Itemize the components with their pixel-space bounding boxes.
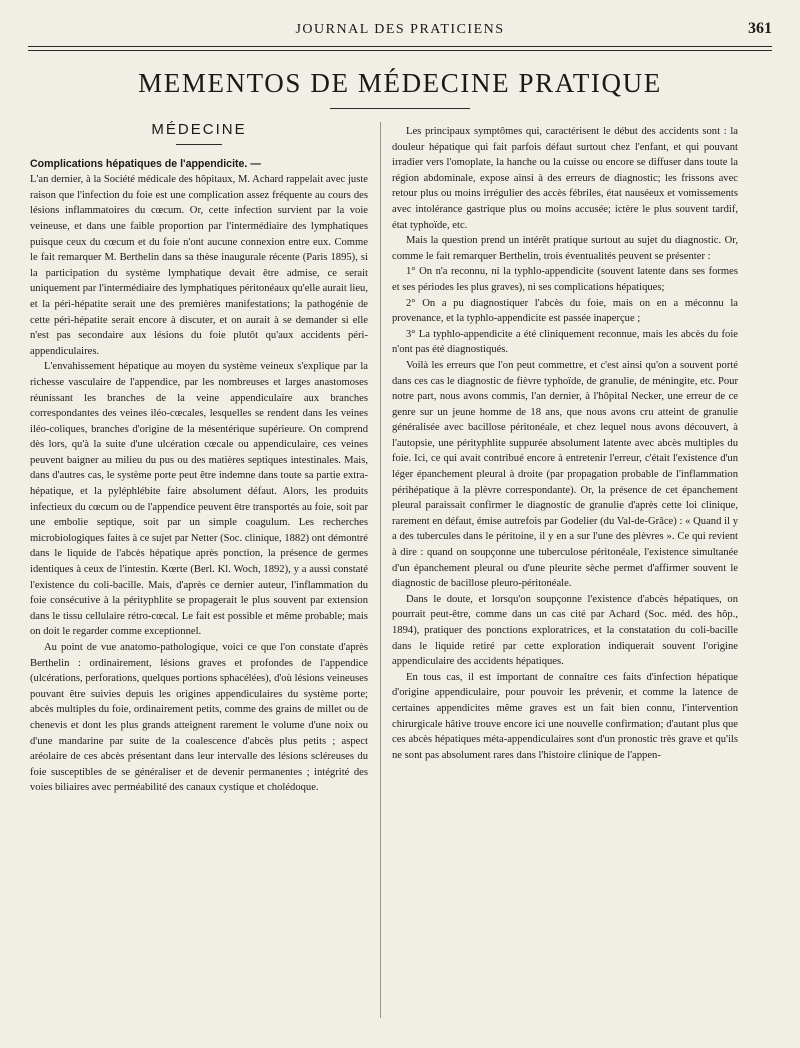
article-paragraph: L'an dernier, à la Société médicale des hôpitaux, M. Achard rappelait avec juste raison que l'infection du foie est une complication assez fréquente au cours des lésions inflammatoires du cœcum. Or, cette infection survient par la voie veineuse, et dans une faible proportion par l'intermédiaire des lymphatiques puisque ceux du cœcum et du foie n'ont aucune connexion entre eux. Comme le fait remarquer M. Berthelin dans sa thèse inaugurale récente (Paris 1895), si la participation du système lymphatique devait être admise, ce serait uniquement par l'intermédiaire des lymphatiques péritonéaux qu'elle aurait lieu, et la péri-hépatite serait une des premières manifestations; la pathogénie de cette péri-hépatite serait encore à discuter, et on aurait à se demander si elle n'est pas secondaire aux lésions du foie plutôt qu'aux accidents péri-appendiculaires. <box>30 174 368 357</box>
left-column <box>30 122 368 796</box>
column-divider <box>380 122 381 1018</box>
section-rule <box>176 144 222 145</box>
article-paragraph: Mais la question prend un intérêt pratique surtout au sujet du diagnostic. Or, comme le fait remarquer Berthelin, trois éventualités peuvent se présenter : <box>392 235 738 262</box>
article-paragraph: Voilà les erreurs que l'on peut commettre, et c'est ainsi qu'on a souvent porté dans ces cas le diagnostic de fièvre typhoïde, de granulie, de méningite, etc. Pour notre part, nous avons commis, l'an dernier, à l'hôpital Necker, une erreur de ce genre sur un jeune homme de 18 ans, que nous avons cru atteint de granulie généralisée avec bacillose péritonéale, et chez lequel nous avons découvert, à l'autopsie, une pérityphlite suppurée absolument latente avec abcès multiples du foie. Ici, ce qui avait contribué encore à entretenir l'erreur, c'était l'existence d'un léger épanchement pleural à droite (par propagation probable de l'inflammation périhépatique à la plèvre correspondante). Or, la présence de cet épanchement pleural paraissait confirmer le diagnostic de granulie d'après cette loi clinique, rarement en défaut, émise autrefois par Godelier (du Val-de-Grâce) : « Quand il y a des tubercules dans le péritoine, il y en a sur l'une des plèvres ». Ce qui revient à dire : quand on soupçonne une tuberculose péritonéale, l'existence simultanée d'un épanchement pleural ou d'une pleurite sèche permet d'affirmer souvent le diagnostic de bacillose pleuro-péritonéale. <box>392 359 738 590</box>
article-paragraph: 1° On n'a reconnu, ni la typhlo-appendicite (souvent latente dans ses formes et ses périodes les plus graves), ni ses complications hépatiques; <box>392 266 738 293</box>
section-title: MÉDECINE <box>151 121 247 138</box>
main-title: MEMENTOS DE MÉDECINE PRATIQUE <box>138 68 662 98</box>
article-paragraph: 3° La typhlo-appendicite a été cliniquement reconnue, mais les abcès du foie n'ont pas été diagnostiqués. <box>392 328 738 356</box>
article-heading: Complications hépatiques de l'appendicite. — <box>30 157 261 170</box>
article-paragraph: Au point de vue anatomo-pathologique, voici ce que l'on constate d'après Berthelin : ordinairement, lésions graves et profondes de l'appendice (ulcérations, perforations, quelques portions sphacélées), d'où lésions veineuses pouvant être suivies depuis les origines appendiculaires du système porte; abcès multiples du foie, ordinairement petits, comme des grains de millet ou de chenevis et dont les plus grands atteignent rarement le volume d'une noix ou d'une mandarine par suite de la coalescence d'abcès plus petits ; aspect aréolaire de ces abcès présentant dans leur intervalle des lésions scléreuses du foie susceptibles de se généraliser et de devenir permanentes ; intégrité des voies biliaires avec perméabilité des canaux cystique et cholédoque. <box>30 642 368 794</box>
article-paragraph: L'envahissement hépatique au moyen du système veineux s'explique par la richesse vasculaire de l'appendice, par les nombreuses et larges anastomoses réunissant les branches de la veine appendiculaire aux branches correspondantes des veines iléo-cœcales, lesquelles se rendent dans les veines iléo-coliques, branches d'origine de la mésentérique supérieure. On comprend dès lors, qu'à la suite d'une ulcération cœcale ou appendiculaire, ces veines peuvent baigner au milieu du pus ou des matières septiques intestinales. Mais, dans d'autres cas, le système porte peut être indemne dans toute sa partie extra-hépatique, et la pyléphlébite faire absolument défaut. Alors, les produits infectieux du cœcum ou de l'appendice peuvent être transportés au foie, soit par une embolie septique, soit par un simple coagulum. Les recherches microbiologiques faites à ce sujet par Netter (Soc. clinique, 1882) ont démontré dans le liquide de l'abcès hépatique après ponction, la présence de germes identiques à ceux de l'intestin. Kœrte (Berl. Kl. Woch, 1892), y a aussi constaté l'existence du coli-bacille. Mais, d'après ce dernier auteur, l'inflammation du foie consécutive à la pérityphlite se propagerait le plus souvent par extension dans le tissu cellulaire rétro-cœcal. Le fait est possible et même probable; mais on doit le regarder comme exceptionnel. <box>30 361 368 638</box>
title-rule <box>330 108 470 109</box>
article-paragraph: Les principaux symptômes qui, caractérisent le début des accidents sont : la douleur hépatique qui fait parfois défaut surtout chez l'enfant, et qui pouvant irradier vers l'omoplate, la hanche ou la cuisse ou encore se diffuser dans toute la région abdominale, expose ainsi à des erreurs de diagnostic; les frissons avec retour plus ou moins irrégulier des accès fébriles, état nauséeux et vomissements avec intolérance gastrique plus ou moins accusée; ictère le plus souvent tardif, état typhoïde, etc. <box>392 126 738 231</box>
article-paragraph: Dans le doute, et lorsqu'on soupçonne l'existence d'abcès hépatiques, on pourrait peut-être, comme dans un cas cité par Achard (Soc. méd. des hôp., 1894), pratiquer des ponctions exploratrices, et la constatation du coli-bacille dans le liquide retiré par cette exploration indiquerait souvent l'origine appendiculaire des accidents hépatiques. <box>392 593 738 668</box>
header-rule-thin <box>28 50 772 51</box>
article-paragraph: En tous cas, il est important de connaître ces faits d'infection hépatique d'origine appendiculaire, pour pouvoir les prévenir, et comme la latence de certaines appendicites même graves est un fait bien connu, l'intervention chirurgicale hâtive trouve encore ici une nouvelle confirmation; d'autant plus que ces abcès hépatiques méta-appendiculaires sont d'un pronostic très grave et qu'ils ne sont pas absolument rares dans l'histoire clinique de l'appen- <box>392 671 738 761</box>
page-number: 361 <box>748 20 772 37</box>
right-column <box>392 124 738 763</box>
article-paragraph: 2° On a pu diagnostiquer l'abcès du foie, mais on en a méconnu la provenance, et la typhlo-appendicite est passée inaperçue ; <box>392 297 738 325</box>
header-rule <box>28 46 772 47</box>
journal-title: JOURNAL DES PRATICIENS <box>295 22 505 37</box>
running-header <box>28 20 772 44</box>
article-paragraph <box>30 157 368 173</box>
